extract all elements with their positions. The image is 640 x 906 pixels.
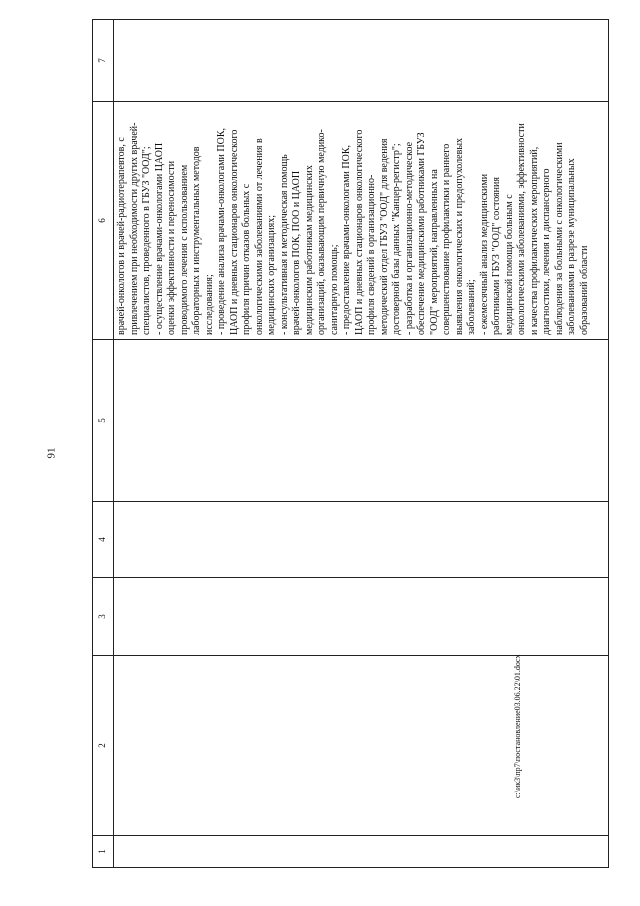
cell-text-line: ЦАОП и дневных стационаров онкологического [228, 129, 240, 335]
cell-text-line: врачей-онкологов и врачей-радиотерапевтов, с [116, 137, 127, 335]
cell-text-line: медицинских организациях; [266, 215, 277, 335]
cell-text-line: наблюдения за больными с онкологическими [553, 142, 565, 335]
cell-col-4 [114, 502, 609, 578]
cell-text-line: медицинской помощи больным с [503, 194, 515, 335]
cell-col-7 [114, 20, 609, 102]
cell-text-line: санитарную помощь; [328, 244, 340, 335]
cell-text-line: профиля сведений в организационно- [366, 174, 377, 335]
cell-col-5 [114, 340, 609, 502]
cell-text-line: специалистов, проведенного в ГБУЗ "ООД"; [141, 146, 152, 335]
rotated-table-container [92, 20, 609, 868]
header-col-6: 6 [93, 102, 114, 340]
cell-text-line: исследования; [203, 274, 215, 335]
cell-text-line: проводимого лечения с использованием [178, 164, 190, 335]
cell-text-line: организаций, оказывающим первичную медико- [316, 129, 327, 335]
cell-text-line: совершенствование профилактики и раннего [441, 143, 452, 335]
cell-text-line: - предоставление врачами-онкологами ПОК, [341, 145, 352, 335]
cell-text-line: образований области [578, 245, 590, 335]
cell-text-line: диагностики, лечения и диспансерного [541, 168, 552, 335]
cell-text-line: лабораторных и инструментальных методов [191, 146, 202, 335]
cell-text-line: онкологическими заболеваниями от лечения в [253, 138, 265, 335]
cell-text-line: обеспечение медицинскими работниками ГБУЗ [416, 132, 427, 335]
cell-text-line: оценки эффективности и переносимости [166, 160, 177, 335]
cell-text-line: - осуществление врачами-онкологами ЦАОП [153, 142, 165, 335]
table-row [114, 20, 609, 868]
cell-text-line: онкологическими заболеваниями, эффективности [516, 123, 527, 335]
footer-file-path: c:\ик3\пр7\постановление03.06.22\01.docx [513, 654, 522, 798]
header-col-2: 2 [93, 656, 114, 836]
cell-col-1 [114, 836, 609, 868]
page-number: 91 [45, 447, 58, 459]
header-col-3: 3 [93, 578, 114, 656]
document-table [92, 19, 609, 868]
cell-text-line: ЦАОП и дневных стационаров онкологического [353, 129, 365, 335]
cell-text-line: привлечением при необходимости других врачей- [128, 122, 140, 335]
cell-col-6 [114, 102, 609, 340]
cell-text-line: - ежемесячный анализ медицинскими [478, 173, 490, 335]
cell-text-line: достоверной базы данных "Канцер-регистр"; [391, 143, 402, 335]
cell-col-2 [114, 656, 609, 836]
header-col-4: 4 [93, 502, 114, 578]
cell-text-line: - консультативная и методическая помощь [278, 154, 290, 335]
header-col-5: 5 [93, 340, 114, 502]
cell-text-line: заболеваний; [466, 279, 477, 335]
cell-col-3 [114, 578, 609, 656]
cell-text-line: профиля причин отказов больных с [241, 183, 252, 335]
cell-text-line: заболеваниями в разрезе муниципальных [566, 158, 577, 335]
cell-text-line: врачей-онкологов ПОК, ПОО и ЦАОП [291, 170, 302, 335]
header-col-7: 7 [93, 20, 114, 102]
cell-text-line: методический отдел ГБУЗ "ООД" для ведения [378, 138, 390, 335]
cell-text-line: работниками ГБУЗ "ООД" состояния [491, 177, 502, 335]
header-row [93, 20, 114, 868]
cell-text-line: и качества профилактических мероприятий, [528, 146, 540, 335]
cell-text-line: "ООД" мероприятий, направленных на [428, 169, 440, 335]
cell-text-line: - проведение анализа врачами-онкологами ПОК, [216, 128, 227, 335]
header-col-1: 1 [93, 836, 114, 868]
cell-text-line: - разработка и организационно-методическое [403, 141, 415, 335]
cell-text-line: медицинским работникам медицинских [303, 165, 315, 335]
cell-text-line: выявления онкологических и предопухолевых [453, 137, 465, 335]
